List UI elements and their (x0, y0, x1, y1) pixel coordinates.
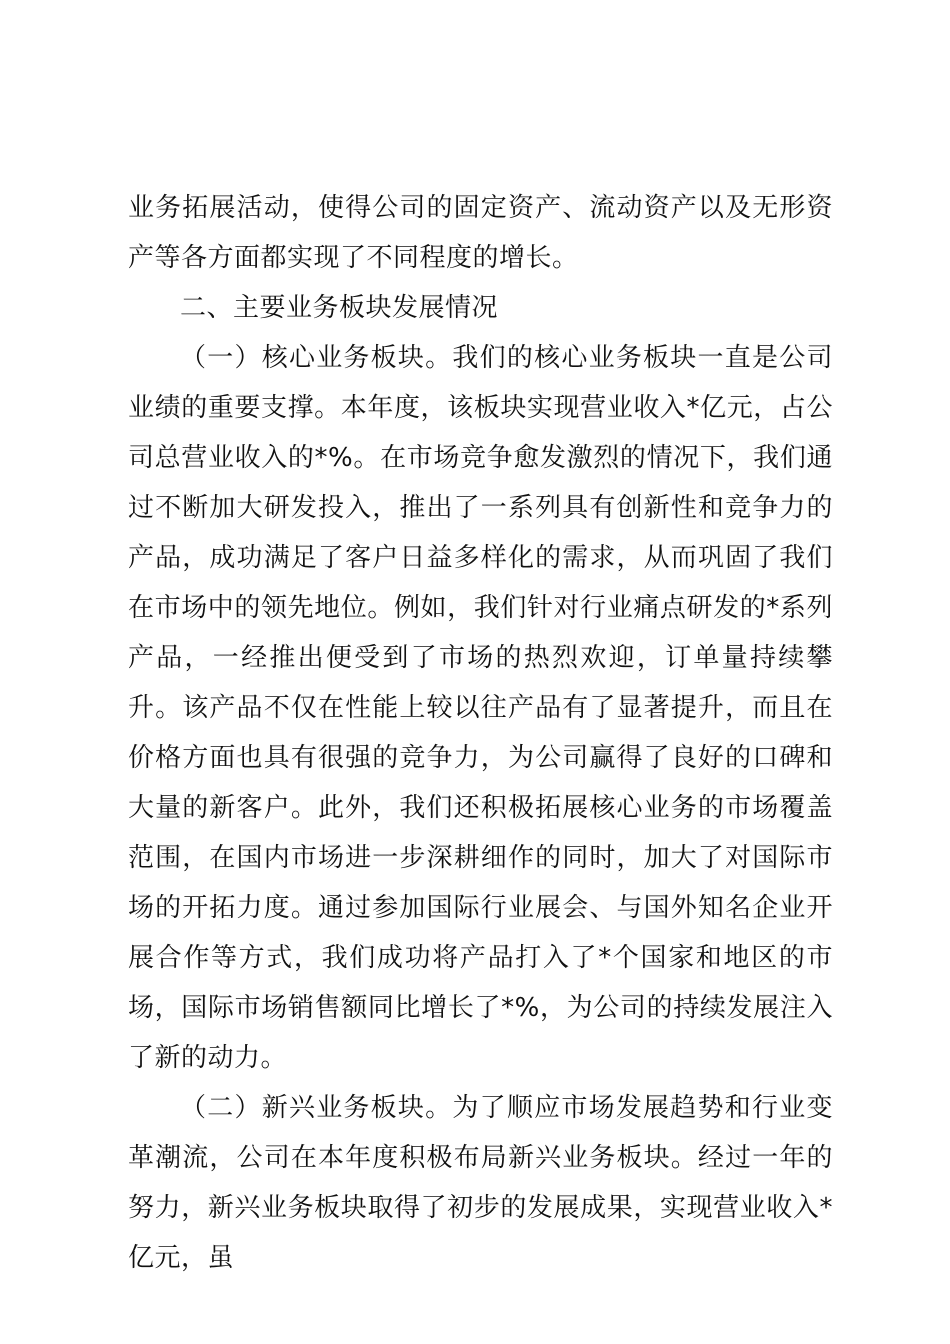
paragraph-continuation: 业务拓展活动，使得公司的固定资产、流动资产以及无形资产等各方面都实现了不同程度的增长。 (128, 193, 833, 273)
paragraph-core-business: （一）核心业务板块。我们的核心业务板块一直是公司业绩的重要支撑。本年度，该板块实现营业收入*亿元，占公司总营业收入的*%。在市场竞争愈发激烈的情况下，我们通过不断加大研发投入，推出了一系列具有创新性和竞争力的产品，成功满足了客户日益多样化的需求，从而巩固了我们在市场中的领先地位。例如，我们针对行业痛点研发的*系列产品，一经推出便受到了市场的热烈欢迎，订单量持续攀升。该产品不仅在性能上较以往产品有了显著提升，而且在价格方面也具有很强的竞争力，为公司赢得了良好的口碑和大量的新客户。此外，我们还积极拓展核心业务的市场覆盖范围，在国内市场进一步深耕细作的同时，加大了对国际市场的开拓力度。通过参加国际行业展会、与国外知名企业开展合作等方式，我们成功将产品打入了*个国家和地区的市场，国际市场销售额同比增长了*%，为公司的持续发展注入了新的动力。 (128, 343, 833, 1073)
section-heading: 二、主要业务板块发展情况 (180, 293, 499, 323)
paragraph-emerging-business: （二）新兴业务板块。为了顺应市场发展趋势和行业变革潮流，公司在本年度积极布局新兴业务板块。经过一年的努力，新兴业务板块取得了初步的发展成果，实现营业收入*亿元，虽 (128, 1093, 833, 1273)
document-body (128, 183, 833, 1283)
